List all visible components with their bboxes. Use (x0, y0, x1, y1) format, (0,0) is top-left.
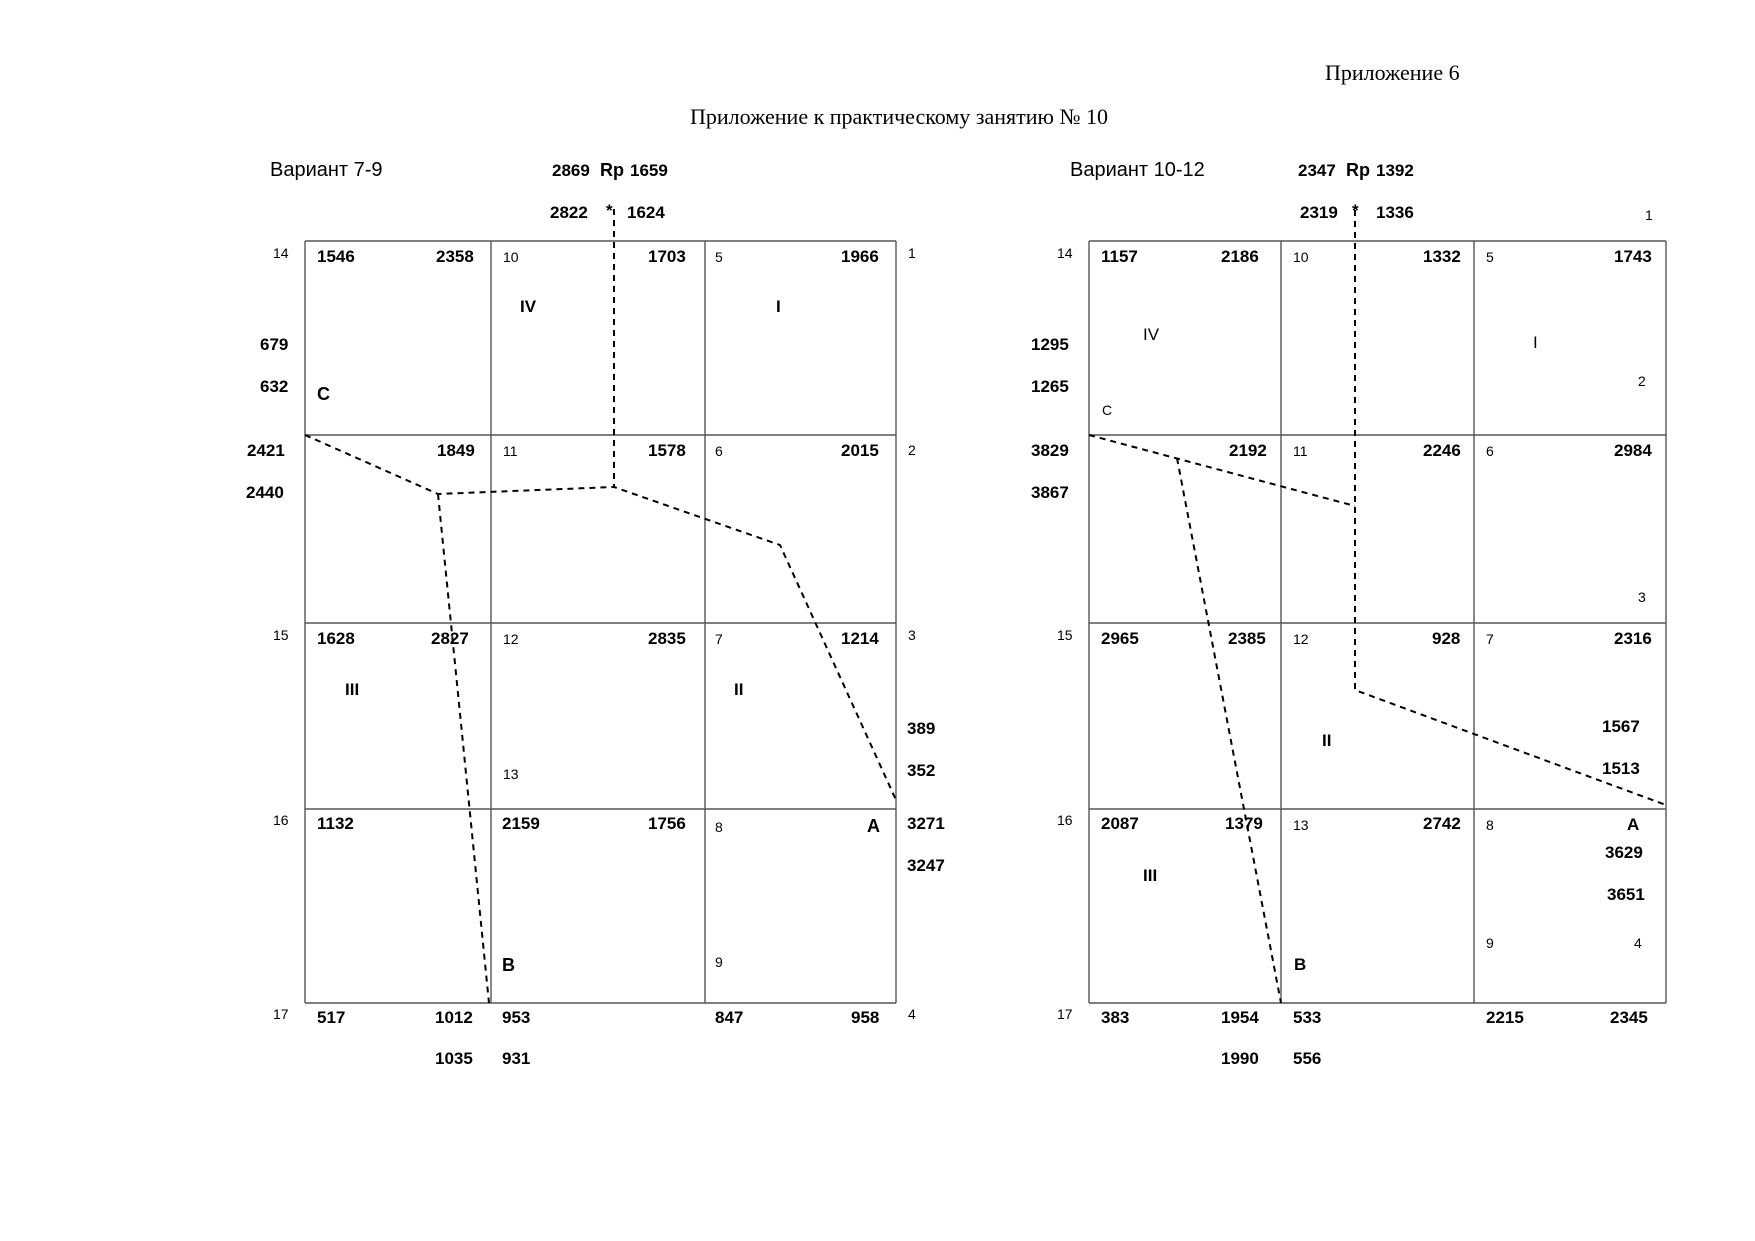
mark: 2827 (431, 629, 469, 648)
node-7: 7 (1486, 631, 1494, 647)
node-3: 3 (1638, 589, 1646, 605)
mark: 2186 (1221, 247, 1259, 266)
mark: 953 (502, 1008, 531, 1027)
node-7: 7 (715, 631, 723, 647)
mark: 1849 (437, 441, 475, 460)
mark: 2742 (1423, 814, 1461, 833)
benchmark-left: 2869 (552, 161, 590, 180)
mark: 517 (317, 1008, 346, 1027)
node-17: 17 (273, 1006, 289, 1022)
node-9: 9 (715, 954, 723, 970)
mark: 533 (1293, 1008, 1322, 1027)
zone-label-i: I (776, 297, 781, 316)
point-c: C (1102, 402, 1113, 418)
node-5: 5 (1486, 249, 1494, 265)
node-12: 12 (503, 631, 519, 647)
zone-label-ii: II (734, 680, 744, 699)
mark: 2965 (1101, 629, 1139, 648)
benchmark-lower-right: 1624 (627, 203, 665, 222)
mark: 1295 (1031, 335, 1069, 354)
benchmark-lower-left: 2822 (550, 203, 588, 222)
point-b: B (1294, 955, 1307, 974)
benchmark-label: Rp (1346, 160, 1370, 180)
node-10: 10 (1293, 249, 1309, 265)
mark: 2440 (246, 483, 284, 502)
mark: 352 (907, 761, 936, 780)
mark: 1628 (317, 629, 355, 648)
zone-label-ii: II (1322, 731, 1332, 750)
mark: 1214 (841, 629, 879, 648)
mark: 1703 (648, 247, 686, 266)
node-15: 15 (273, 627, 289, 643)
point-a: A (867, 816, 880, 836)
mark: 1954 (1221, 1008, 1259, 1027)
mark: 2358 (436, 247, 474, 266)
zone-label-iv: IV (520, 297, 537, 316)
node-13: 13 (1293, 817, 1309, 833)
benchmark-right: 1392 (1376, 161, 1414, 180)
benchmark-label: Rp (600, 160, 624, 180)
node-3: 3 (908, 627, 916, 643)
mark: 2984 (1614, 441, 1652, 460)
benchmark-marker: * (606, 201, 613, 220)
zone-label-iii: III (1143, 866, 1158, 885)
mark: 1035 (435, 1049, 473, 1068)
mark: 1332 (1423, 247, 1461, 266)
point-c: C (317, 384, 330, 404)
mark: 2246 (1423, 441, 1461, 460)
mark: 1990 (1221, 1049, 1259, 1068)
node-16: 16 (273, 812, 289, 828)
mark: 958 (851, 1008, 880, 1027)
mark: 556 (1293, 1049, 1322, 1068)
mark: 1567 (1602, 717, 1640, 736)
grid-lines (1089, 241, 1666, 1003)
benchmark-right: 1659 (630, 161, 668, 180)
mark: 389 (907, 719, 936, 738)
mark: 1513 (1602, 759, 1640, 778)
mark: 1756 (648, 814, 686, 833)
mark: 679 (260, 335, 289, 354)
mark: 1265 (1031, 377, 1069, 396)
plan-variant-7-9 (246, 159, 945, 1068)
zone-label-iv: IV (1143, 325, 1160, 344)
node-6: 6 (1486, 443, 1494, 459)
mark: 383 (1101, 1008, 1130, 1027)
plan-variant-10-12 (1031, 159, 1666, 1068)
mark: 632 (260, 377, 289, 396)
mark: 1966 (841, 247, 879, 266)
node-2: 2 (908, 442, 916, 458)
mark: 1132 (317, 814, 354, 833)
benchmark-left: 2347 (1298, 161, 1336, 180)
node-14: 14 (273, 245, 289, 261)
page-title: Приложение к практическому занятию № 10 (690, 104, 1108, 129)
node-14: 14 (1057, 245, 1073, 261)
point-b: B (502, 955, 515, 975)
node-1: 1 (908, 245, 916, 261)
mark: 2835 (648, 629, 686, 648)
mark: 2345 (1610, 1008, 1648, 1027)
zone-label-i: I (1533, 333, 1538, 352)
mark: 1012 (435, 1008, 473, 1027)
mark: 3271 (907, 814, 945, 833)
node-11: 11 (503, 443, 518, 459)
node-17: 17 (1057, 1006, 1073, 1022)
mark: 1578 (648, 441, 686, 460)
node-6: 6 (715, 443, 723, 459)
mark: 2192 (1229, 441, 1267, 460)
mark: 2421 (247, 441, 285, 460)
appendix-label: Приложение 6 (1325, 60, 1460, 85)
mark: 3651 (1607, 885, 1645, 904)
benchmark-lower-right: 1336 (1376, 203, 1414, 222)
node-12: 12 (1293, 631, 1309, 647)
mark: 847 (715, 1008, 744, 1027)
point-a: A (1627, 815, 1640, 834)
node-1: 1 (1645, 207, 1653, 223)
node-11: 11 (1293, 443, 1308, 459)
mark: 3829 (1031, 441, 1069, 460)
mark: 928 (1432, 629, 1461, 648)
mark: 931 (502, 1049, 531, 1068)
node-16: 16 (1057, 812, 1073, 828)
node-4: 4 (1634, 935, 1642, 951)
node-2: 2 (1638, 373, 1646, 389)
node-15: 15 (1057, 627, 1073, 643)
grid-lines (305, 241, 896, 1003)
node-8: 8 (715, 819, 723, 835)
mark: 1379 (1225, 814, 1263, 833)
benchmark-marker: * (1352, 201, 1359, 220)
mark: 2385 (1228, 629, 1266, 648)
dashed-boundaries (305, 209, 896, 1003)
node-8: 8 (1486, 817, 1494, 833)
node-9: 9 (1486, 935, 1494, 951)
mark: 1743 (1614, 247, 1652, 266)
node-13: 13 (503, 766, 519, 782)
mark: 2087 (1101, 814, 1139, 833)
variant-label: Вариант 10-12 (1070, 159, 1205, 181)
mark: 3867 (1031, 483, 1069, 502)
mark: 1546 (317, 247, 355, 266)
benchmark-lower-left: 2319 (1300, 203, 1338, 222)
mark: 3629 (1605, 843, 1643, 862)
mark: 1157 (1101, 247, 1138, 266)
mark: 2316 (1614, 629, 1652, 648)
node-4: 4 (908, 1006, 916, 1022)
variant-label: Вариант 7-9 (270, 159, 383, 181)
mark: 2215 (1486, 1008, 1524, 1027)
zone-label-iii: III (345, 680, 360, 699)
node-5: 5 (715, 249, 723, 265)
mark: 2015 (841, 441, 879, 460)
dashed-boundaries (1089, 210, 1666, 1003)
node-10: 10 (503, 249, 519, 265)
mark: 3247 (907, 856, 945, 875)
mark: 2159 (502, 814, 540, 833)
